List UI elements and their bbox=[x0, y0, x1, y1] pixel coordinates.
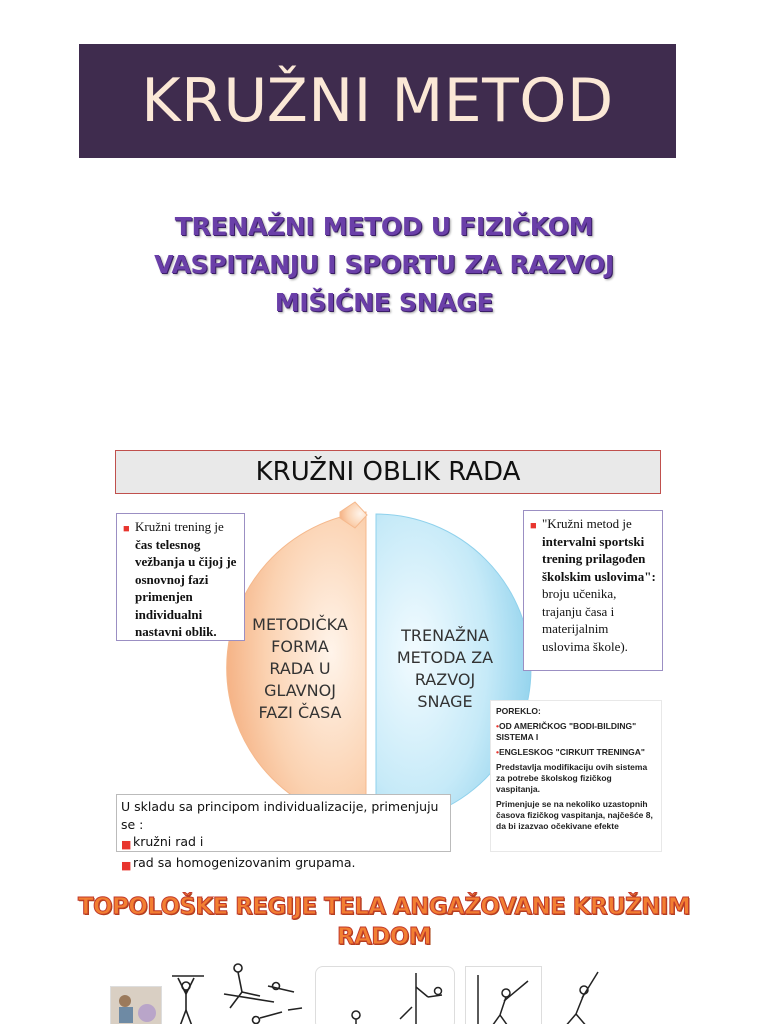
bullet-square-icon: ■ bbox=[121, 838, 132, 851]
right-half-line: SNAGE bbox=[417, 692, 473, 711]
right-half-line: TRENAŽNA bbox=[401, 626, 489, 645]
bullet-square-icon: ■ bbox=[530, 520, 537, 532]
left-half-line: FAZI ČASA bbox=[258, 703, 342, 722]
left-box-lead: Kružni trening je bbox=[135, 519, 224, 534]
left-half-text bbox=[240, 614, 360, 724]
poreklo-item: OD AMERIČKOG "BODI-BILDING" SISTEMA I bbox=[496, 721, 637, 742]
individualization-box bbox=[116, 794, 451, 872]
left-half-line: FORMA bbox=[271, 637, 329, 656]
page-title: KRUŽNI METOD bbox=[141, 66, 614, 136]
topoloske-heading bbox=[40, 892, 728, 952]
topoloske-line: RADOM bbox=[336, 924, 432, 950]
bottom-box-item: rad sa homogenizovanim grupama. bbox=[133, 854, 356, 870]
bullet-square-icon: ■ bbox=[123, 523, 130, 535]
poreklo-box bbox=[490, 700, 662, 852]
exercise-figure-icon bbox=[316, 967, 454, 1024]
left-half-line: RADA U bbox=[269, 659, 331, 678]
right-box-rest: broju učenika, trajanju časa i materijalnim uslovima škole). bbox=[542, 586, 628, 654]
bottom-box-item: kružni rad i bbox=[133, 834, 204, 849]
exercise-figure-icon bbox=[164, 958, 304, 1024]
poreklo-text: Primenjuje se na nekoliko uzastopnih časova fizičkog vaspitanja, najčešće 8, da bi izazvao očekivane efekte bbox=[496, 799, 653, 831]
left-half-line: METODIČKA bbox=[252, 615, 348, 634]
bullet-dot-icon: • bbox=[496, 747, 499, 757]
exercise-figure-group-1 bbox=[164, 958, 304, 1024]
title-banner bbox=[79, 44, 676, 158]
subtitle bbox=[100, 208, 668, 322]
subtitle-line: TRENAŽNI METOD U FIZIČKOM bbox=[174, 212, 594, 241]
right-box-bold: intervalni sportski trening prilagođen školskim uslovima": bbox=[542, 533, 656, 584]
exercise-photo-icon bbox=[111, 987, 161, 1024]
exercise-figure-group-4 bbox=[544, 966, 606, 1024]
poreklo-text: Predstavlja modifikaciju ovih sistema za potrebe školskog fizičkog vaspitanja. bbox=[496, 762, 648, 794]
right-definition-box bbox=[523, 510, 663, 671]
exercise-figure-icon bbox=[544, 966, 606, 1024]
bottom-box-intro: U skladu sa principom individualizacije, primenjuju se : bbox=[121, 799, 439, 832]
exercise-figure-group-3 bbox=[465, 966, 542, 1024]
subtitle-line: MIŠIĆNE SNAGE bbox=[274, 288, 494, 317]
right-box-lead: "Kružni metod je bbox=[542, 516, 632, 531]
exercise-figure-icon bbox=[466, 967, 541, 1024]
topoloske-line: TOPOLOŠKE REGIJE TELA ANGAŽOVANE KRUŽNIM bbox=[77, 894, 691, 920]
exercise-photo bbox=[110, 986, 162, 1024]
bullet-square-icon: ■ bbox=[121, 858, 132, 872]
left-definition-box bbox=[116, 513, 245, 641]
right-half-line: METODA ZA bbox=[396, 648, 494, 667]
right-half-line: RAZVOJ bbox=[414, 670, 476, 689]
bullet-dot-icon: • bbox=[496, 721, 499, 731]
oblik-header bbox=[115, 450, 661, 494]
poreklo-heading: POREKLO: bbox=[496, 706, 541, 716]
exercise-figure-group-2 bbox=[315, 966, 455, 1024]
oblik-header-text: KRUŽNI OBLIK RADA bbox=[255, 457, 521, 487]
left-box-bold: čas telesnog vežbanja u čijoj je osnovnoj fazi primenjen individualni nastavni oblik. bbox=[135, 536, 237, 639]
exercise-figures-strip bbox=[108, 958, 668, 1024]
left-half-line: GLAVNOJ bbox=[264, 681, 336, 700]
subtitle-line: VASPITANJU I SPORTU ZA RAZVOJ bbox=[154, 250, 614, 279]
right-half-text bbox=[385, 625, 505, 713]
poreklo-item: ENGLESKOG "CIRKUIT TRENINGA" bbox=[498, 747, 645, 757]
